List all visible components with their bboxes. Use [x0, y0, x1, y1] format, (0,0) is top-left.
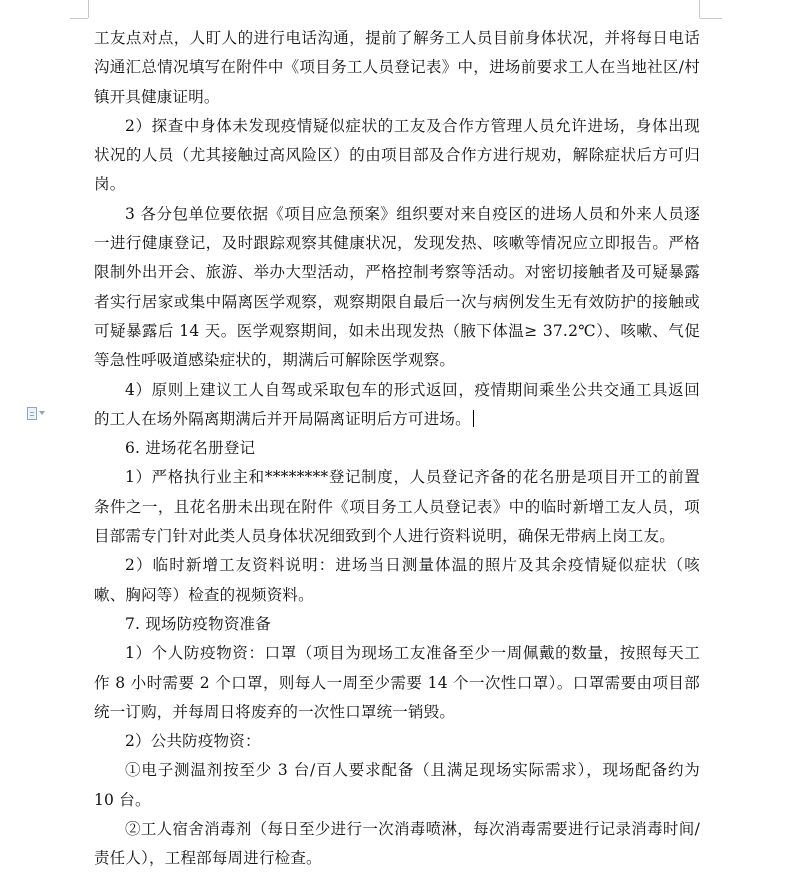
paragraph: 工友点对点，人盯人的进行电话沟通，提前了解务工人员目前身体状况，并将每日电话沟通汇总情况填写在附件中《项目务工人员登记表》中，进场前要求工人在当地社区/村镇开具健康证明。: [94, 29, 700, 106]
text-cursor: [473, 410, 475, 427]
paragraph: ➀电子测温剂按至少 3 台/百人要求配备（且满足现场实际需求），现场配备约为 10 台。: [94, 761, 700, 809]
paragraph: 2）公共防疫物资：: [125, 732, 261, 751]
chevron-down-icon: [39, 411, 45, 415]
margin-corner-mark: [699, 0, 700, 18]
section-heading: 7. 现场防疫物资准备: [125, 614, 271, 633]
margin-corner-mark: [88, 0, 89, 18]
paragraph: ➁工人宿舍消毒剂（每日至少进行一次消毒喷淋，每次消毒需要进行记录消毒时间/责任人），工程部每周进行检查。: [94, 820, 700, 868]
document-icon: [27, 407, 37, 420]
section-heading: 6. 进场花名册登记: [125, 439, 256, 458]
paragraph: 1）个人防疫物资：口罩（项目为现场工友准备至少一周佩戴的数量，按照每天工作 8 小时需要 2 个口罩，则每人一周至少需要 14 个一次性口罩）。口罩需要由项目部统一订购，并每周日将废弃的一次性口罩统一销毁。: [94, 644, 700, 721]
margin-corner-mark: [70, 18, 88, 19]
margin-corner-mark: [700, 18, 722, 19]
paragraph: 3 各分包单位要依据《项目应急预案》组织要对来自疫区的进场人员和外来人员逐一进行健康登记，及时跟踪观察其健康状况，发现发热、咳嗽等情况应立即报告。严格限制外出开会、旅游、举办大型活动，严格控制考察等活动。对密切接触者及可疑暴露者实行居家或集中隔离医学观察，观察期限自最后一次与病例发生无有效防护的接触或可疑暴露后 14 天。医学观察期间，如未出现发热（腋下体温≥ 37.2℃）、咳嗽、气促等急性呼吸道感染症状的，期满后可解除医学观察。: [94, 204, 700, 370]
paragraph-text: 4）原则上建议工人自驾或采取包车的形式返回，疫情期间乘坐公共交通工具返回的工人在场外隔离期满后并开局隔离证明后方可进场。: [94, 380, 700, 428]
paragraph: 2）探查中身体未发现疫情疑似症状的工友及合作方管理人员允许进场，身体出现状况的人员（尤其接触过高风险区）的由项目部及合作方进行规劝，解除症状后方可归岗。: [94, 116, 700, 194]
paragraph-with-cursor: [94, 376, 700, 435]
paragraph: 2）临时新增工友资料说明：进场当日测量体温的照片及其余疫情疑似症状（咳嗽、胸闷等）检查的视频资料。: [94, 556, 700, 604]
document-body[interactable]: [94, 24, 700, 874]
paragraph: 1）严格执行业主和********登记制度，人员登记齐备的花名册是项目开工的前置条件之一，且花名册未出现在附件《项目务工人员登记表》中的临时新增工友人员，项目部需专门针对此类人员身体状况细致到个人进行资料说明，确保无带病上岗工友。: [94, 468, 700, 546]
document-comment-icon[interactable]: [27, 405, 49, 421]
